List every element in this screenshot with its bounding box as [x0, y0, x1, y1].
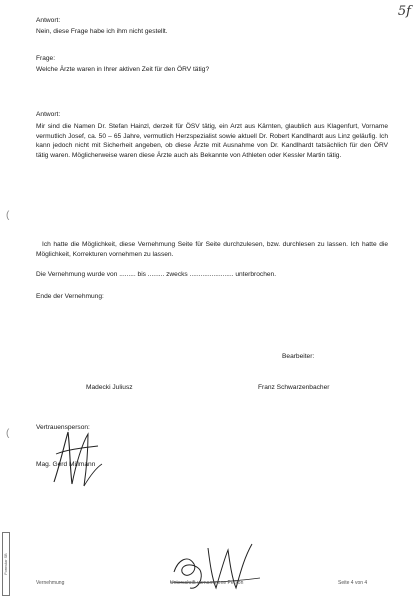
officer-label: Bearbeiter: — [282, 353, 315, 360]
footer-center: Unterschrift vernommene Person — [170, 580, 244, 586]
person-name: Madecki Juliusz — [86, 384, 133, 391]
answer-label-2: Antwort: — [36, 111, 61, 118]
footer-left: Vernehmung — [36, 580, 65, 586]
trust-person-name: Mag. Gerd Millmann — [36, 461, 96, 468]
sidebar-label: Formular SB — [4, 553, 8, 575]
officer-name: Franz Schwarzenbacher — [258, 384, 330, 391]
form-sidebar-box — [2, 532, 10, 596]
answer-text-1: Nein, diese Frage habe ich ihm nicht gestellt. — [36, 28, 168, 35]
question-text: Welche Ärzte waren in Ihrer aktiven Zeit für den ÖRV tätig? — [36, 66, 210, 73]
trust-person-signature — [50, 424, 110, 494]
answer-text-2: Mir sind die Namen Dr. Stefan Hainzl, derzeit für ÖSV tätig, ein Arzt aus Kärnten, glaublich aus Klagenfurt, Vorname vermutlich Josef, ca. 50 – 65 Jahre, vermutlich Herzspezialist sowie aktuell Dr. Robert Kandlhardt aus Linz geläufig. Ich kann jedoch nicht mit Sicherheit angeben, ob diese Ärzte mit Ausnahme von Dr. Kandlhardt tatsächlich für den ÖRV tätig waren. Möglicherweise waren diese Ärzte auch als Bekannte von Athleten oder Kessler Martin tätig. — [36, 123, 388, 159]
closing-statement: Ich hatte die Möglichkeit, diese Vernehmung Seite für Seite durchzulesen, bzw. durchlesen zu lassen. Ich hatte die Möglichkeit, Korrekturen vornehmen zu lassen. — [36, 241, 388, 258]
footer-right: Seite 4 von 4 — [338, 580, 368, 586]
trust-person-label: Vertrauensperson: — [36, 424, 90, 431]
person-signature — [168, 538, 268, 598]
margin-mark: ( — [6, 210, 10, 221]
margin-mark: ( — [6, 428, 10, 439]
interruption-line: Die Vernehmung wurde von ......... bis ......... zwecks ........................ unterbrochen. — [36, 271, 277, 278]
end-of-hearing: Ende der Vernehmung: — [36, 293, 104, 300]
question-label: Frage: — [36, 55, 56, 62]
handwritten-page-mark: 5f — [397, 4, 411, 19]
answer-label-1: Antwort: — [36, 17, 61, 24]
